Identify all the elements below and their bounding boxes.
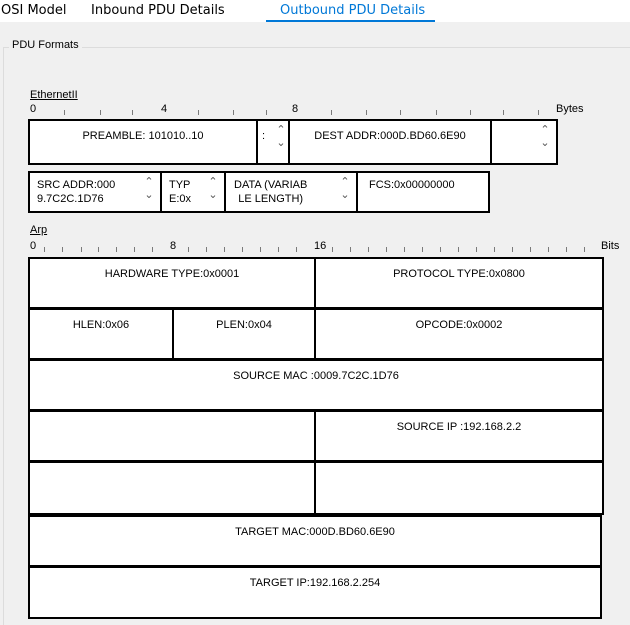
fcs-text: FCS:0x00000000 (369, 179, 455, 191)
ruler-label: 0 (30, 103, 37, 115)
plen-text: PLEN:0x04 (216, 319, 272, 331)
ruler-tick (436, 110, 437, 115)
ruler-tick (98, 247, 99, 252)
ruler-tick (278, 247, 279, 252)
target-mac-text: TARGET MAC:000D.BD60.6E90 (235, 526, 395, 538)
ruler-label: 4 (161, 103, 168, 115)
ruler-tick (366, 110, 367, 115)
ruler-tick (266, 110, 267, 115)
ruler-tick (198, 110, 199, 115)
data-spinner[interactable] (338, 176, 352, 202)
tab-outbound-pdu-details[interactable]: Outbound PDU Details (266, 0, 435, 22)
tab-osi-model[interactable]: OSI Model (1, 3, 67, 18)
opcode-text: OPCODE:0x0002 (415, 319, 503, 331)
chevron-up-icon[interactable]: ⌃ (340, 176, 350, 188)
sfd-spinner[interactable] (274, 124, 288, 150)
ruler-tick (404, 247, 405, 252)
opcode-field (314, 308, 604, 360)
hardware-type-field (28, 257, 316, 309)
ruler-tick (368, 247, 369, 252)
chevron-down-icon[interactable]: ⌄ (340, 189, 350, 201)
ruler-unit: Bits (601, 240, 620, 252)
target-ip-text: TARGET IP:192.168.2.254 (249, 577, 381, 589)
chevron-up-icon[interactable]: ⌃ (144, 176, 154, 188)
ruler-tick (64, 110, 65, 115)
target-mac-head-field (28, 461, 316, 515)
ruler-tick (494, 247, 495, 252)
ruler-tick (584, 247, 585, 252)
dest-addr-spinner[interactable] (538, 124, 552, 150)
ruler-tick (566, 247, 567, 252)
src-addr-spinner[interactable] (142, 176, 156, 202)
chevron-up-icon[interactable]: ⌃ (276, 124, 286, 136)
ruler-tick (331, 110, 332, 115)
preamble-field (28, 119, 258, 165)
target-mac-field (28, 515, 602, 567)
arp-title: Arp (30, 224, 48, 236)
target-mac-mid-field (314, 461, 604, 515)
chevron-down-icon[interactable]: ⌄ (144, 189, 154, 201)
ruler-tick (386, 247, 387, 252)
ruler-tick (470, 110, 471, 115)
plen-field (172, 308, 316, 360)
source-ip-field (314, 410, 604, 462)
source-ip-text: SOURCE IP :192.168.2.2 (396, 421, 522, 433)
ruler-tick (224, 247, 225, 252)
source-mac-continued-field (28, 410, 316, 462)
ruler-tick (206, 247, 207, 252)
src-addr-text: SRC ADDR:000 9.7C2C.1D76 (37, 179, 116, 205)
ruler-tick (538, 110, 539, 115)
arp-ruler (28, 240, 630, 254)
type-spinner[interactable] (206, 176, 220, 202)
ruler-tick (350, 247, 351, 252)
ruler-tick (188, 247, 189, 252)
tab-bar (0, 0, 630, 22)
protocol-type-text: PROTOCOL TYPE:0x0800 (393, 268, 525, 280)
preamble-text: PREAMBLE: 101010..10 (82, 130, 204, 142)
hlen-field (28, 308, 174, 360)
fcs-field (356, 171, 490, 213)
ethernet-ruler (28, 103, 628, 117)
ruler-tick (100, 110, 101, 115)
ruler-tick (242, 247, 243, 252)
type-text: TYP E:0x (169, 179, 192, 205)
ruler-label: 8 (292, 103, 299, 115)
ruler-unit: Bytes (556, 103, 584, 115)
ruler-tick (44, 247, 45, 252)
tab-inbound-pdu-details[interactable]: Inbound PDU Details (91, 3, 225, 18)
dest-addr-field (288, 119, 492, 165)
chevron-up-icon[interactable]: ⌃ (540, 124, 550, 136)
ruler-tick (116, 247, 117, 252)
hlen-text: HLEN:0x06 (72, 319, 130, 331)
ruler-tick (296, 247, 297, 252)
ruler-label: 0 (30, 240, 37, 252)
ruler-tick (548, 247, 549, 252)
chevron-down-icon[interactable]: ⌄ (540, 137, 550, 149)
source-mac-text: SOURCE MAC :0009.7C2C.1D76 (233, 370, 399, 382)
ethernet-title: EthernetII (30, 89, 78, 101)
ruler-tick (530, 247, 531, 252)
ruler-tick (400, 110, 401, 115)
ruler-tick (503, 110, 504, 115)
target-ip-field (28, 566, 602, 619)
chevron-up-icon[interactable]: ⌃ (208, 176, 218, 188)
ruler-tick (332, 247, 333, 252)
chevron-down-icon[interactable]: ⌄ (276, 137, 286, 149)
data-text: DATA (VARIAB LE LENGTH) (234, 179, 308, 205)
hardware-type-text: HARDWARE TYPE:0x0001 (104, 268, 240, 280)
ruler-label: 16 (314, 240, 327, 252)
ruler-tick (260, 247, 261, 252)
ruler-tick (440, 247, 441, 252)
source-mac-field (28, 359, 604, 411)
pdu-formats-legend: PDU Formats (9, 39, 82, 51)
protocol-type-field (314, 257, 604, 309)
ruler-tick (134, 247, 135, 252)
ruler-tick (81, 247, 82, 252)
ruler-tick (458, 247, 459, 252)
ruler-tick (422, 247, 423, 252)
dest-addr-text: DEST ADDR:000D.BD60.6E90 (314, 130, 466, 142)
ruler-tick (152, 247, 153, 252)
ruler-tick (512, 247, 513, 252)
sfd-text: : (262, 130, 266, 142)
chevron-down-icon[interactable]: ⌄ (208, 189, 218, 201)
ruler-tick (132, 110, 133, 115)
ruler-tick (62, 247, 63, 252)
ruler-label: 8 (170, 240, 177, 252)
ruler-tick (476, 247, 477, 252)
ruler-tick (233, 110, 234, 115)
